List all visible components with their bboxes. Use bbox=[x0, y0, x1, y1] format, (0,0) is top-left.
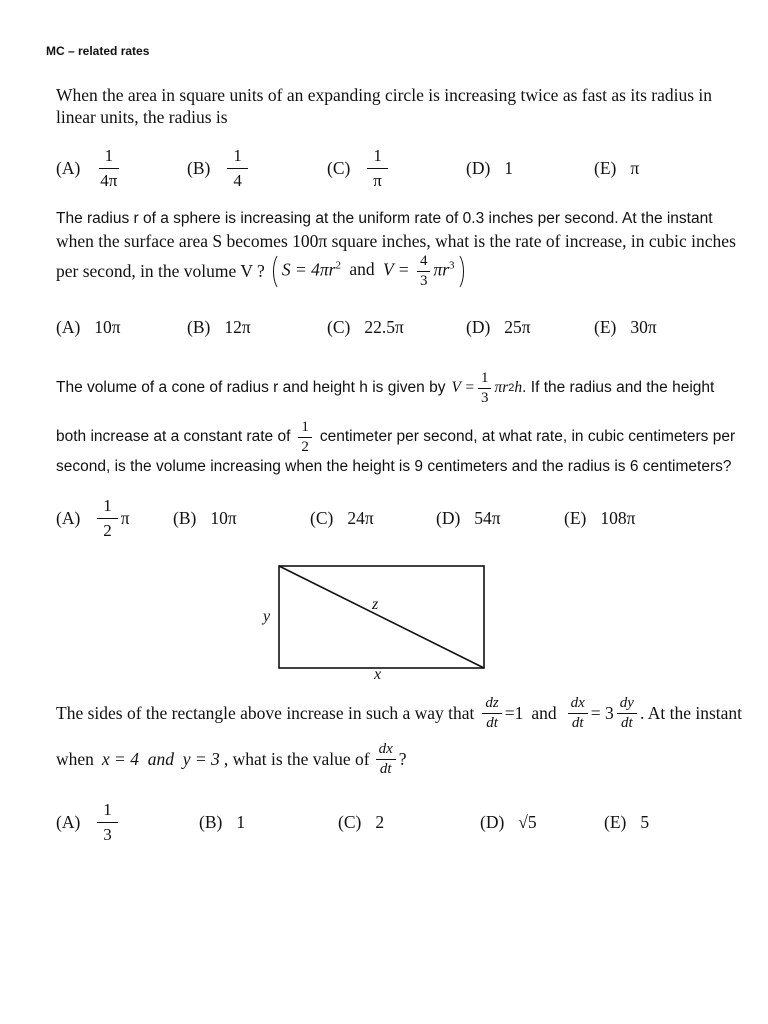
question-2-line-1: The radius r of a sphere is increasing at the uniform rate of 0.3 inches per second. At the instant bbox=[56, 210, 713, 227]
page-title: MC – related rates bbox=[46, 44, 150, 58]
q4-option-d[interactable]: (D) √5 bbox=[480, 811, 537, 832]
option-label: (D) bbox=[466, 157, 491, 178]
question-4-line-1: The sides of the rectangle above increase in such a way that $\frac{dz}{dt}$ =1 and $\frac{dx}{dt}$ = 3 $\frac{dy}{dt}$ . At the instant bbox=[56, 694, 743, 731]
q2-option-b[interactable]: (B) 12π bbox=[187, 316, 251, 337]
question-2-line-2: when the surface area S becomes 100π square inches, what is the rate of increase, in cubic inches bbox=[56, 231, 736, 251]
question-3-line-2: both increase at a constant rate of $\frac{1}{2}$ centimeter per second, at what rate, in cubic centimeters per bbox=[56, 418, 736, 455]
q3-option-c[interactable]: (C) 24π bbox=[310, 507, 374, 528]
q3-option-a[interactable]: (A) $\frac{1}{2}$ π bbox=[56, 496, 130, 540]
q1-option-e[interactable] bbox=[594, 140, 639, 196]
option-value: π bbox=[630, 157, 640, 178]
q1-option-b[interactable] bbox=[187, 140, 251, 196]
x-label: x bbox=[374, 666, 382, 683]
option-label: (C) bbox=[327, 157, 351, 178]
option-label: (A) bbox=[56, 157, 81, 178]
question-3-line-1: The volume of a cone of radius r and height h is given by V = $\frac{1}{3}$ πr 2 h . If the radius and the height bbox=[56, 369, 715, 406]
option-fraction: $\frac{1}{\pi}$ bbox=[367, 145, 388, 191]
q3-option-e[interactable]: (E) 108π bbox=[564, 507, 636, 528]
q1-option-c[interactable] bbox=[327, 140, 391, 196]
z-label: z bbox=[372, 596, 379, 613]
y-label: y bbox=[263, 608, 271, 625]
q3-option-b[interactable]: (B) 10π bbox=[173, 507, 237, 528]
option-label: (B) bbox=[187, 157, 211, 178]
q4-option-a[interactable]: (A) $\frac{1}{3}$ bbox=[56, 794, 121, 850]
option-value: 1 bbox=[504, 157, 514, 178]
option-fraction: $\frac{1}{4\pi}$ bbox=[100, 146, 118, 190]
question-4-line-2: when x = 4 and y = 3 , what is the value of $\frac{dx}{dt}$ ? bbox=[56, 740, 407, 777]
q4-option-b[interactable]: (B) 1 bbox=[199, 811, 246, 832]
question-2-line-3-text: per second, in the volume V ? bbox=[56, 261, 265, 281]
q2-option-d[interactable]: (D) 25π bbox=[466, 316, 531, 337]
q2-option-a[interactable]: (A) 10π bbox=[56, 316, 121, 337]
question-1-options bbox=[56, 140, 746, 196]
question-1-text: When the area in square units of an expanding circle is increasing twice as fast as its radius in linear units, the radius is bbox=[56, 85, 713, 127]
volume-formula: $S = 4\pi r^2$ and V = $\frac{4}{3}$ $\pi r^3$ bbox=[273, 252, 464, 291]
q1-option-a[interactable] bbox=[56, 140, 123, 196]
option-fraction: $\frac{1}{4}$ bbox=[227, 145, 248, 191]
q4-option-e[interactable]: (E) 5 bbox=[604, 811, 650, 832]
question-3-options bbox=[56, 490, 746, 546]
q1-option-d[interactable] bbox=[466, 140, 513, 196]
q3-option-d[interactable]: (D) 54π bbox=[436, 507, 501, 528]
rectangle-diagram bbox=[258, 560, 498, 685]
option-label: (E) bbox=[594, 157, 617, 178]
question-3-line-3: second, is the volume increasing when the height is 9 centimeters and the radius is 6 centimeters? bbox=[56, 458, 732, 475]
question-4-options bbox=[56, 794, 746, 850]
q4-option-c[interactable]: (C) 2 bbox=[338, 811, 385, 832]
q2-option-c[interactable]: (C) 22.5π bbox=[327, 316, 404, 337]
q2-option-e[interactable]: (E) 30π bbox=[594, 316, 657, 337]
diagonal bbox=[279, 566, 484, 668]
question-2-options bbox=[56, 300, 746, 354]
question-2-line-3 bbox=[56, 248, 736, 294]
